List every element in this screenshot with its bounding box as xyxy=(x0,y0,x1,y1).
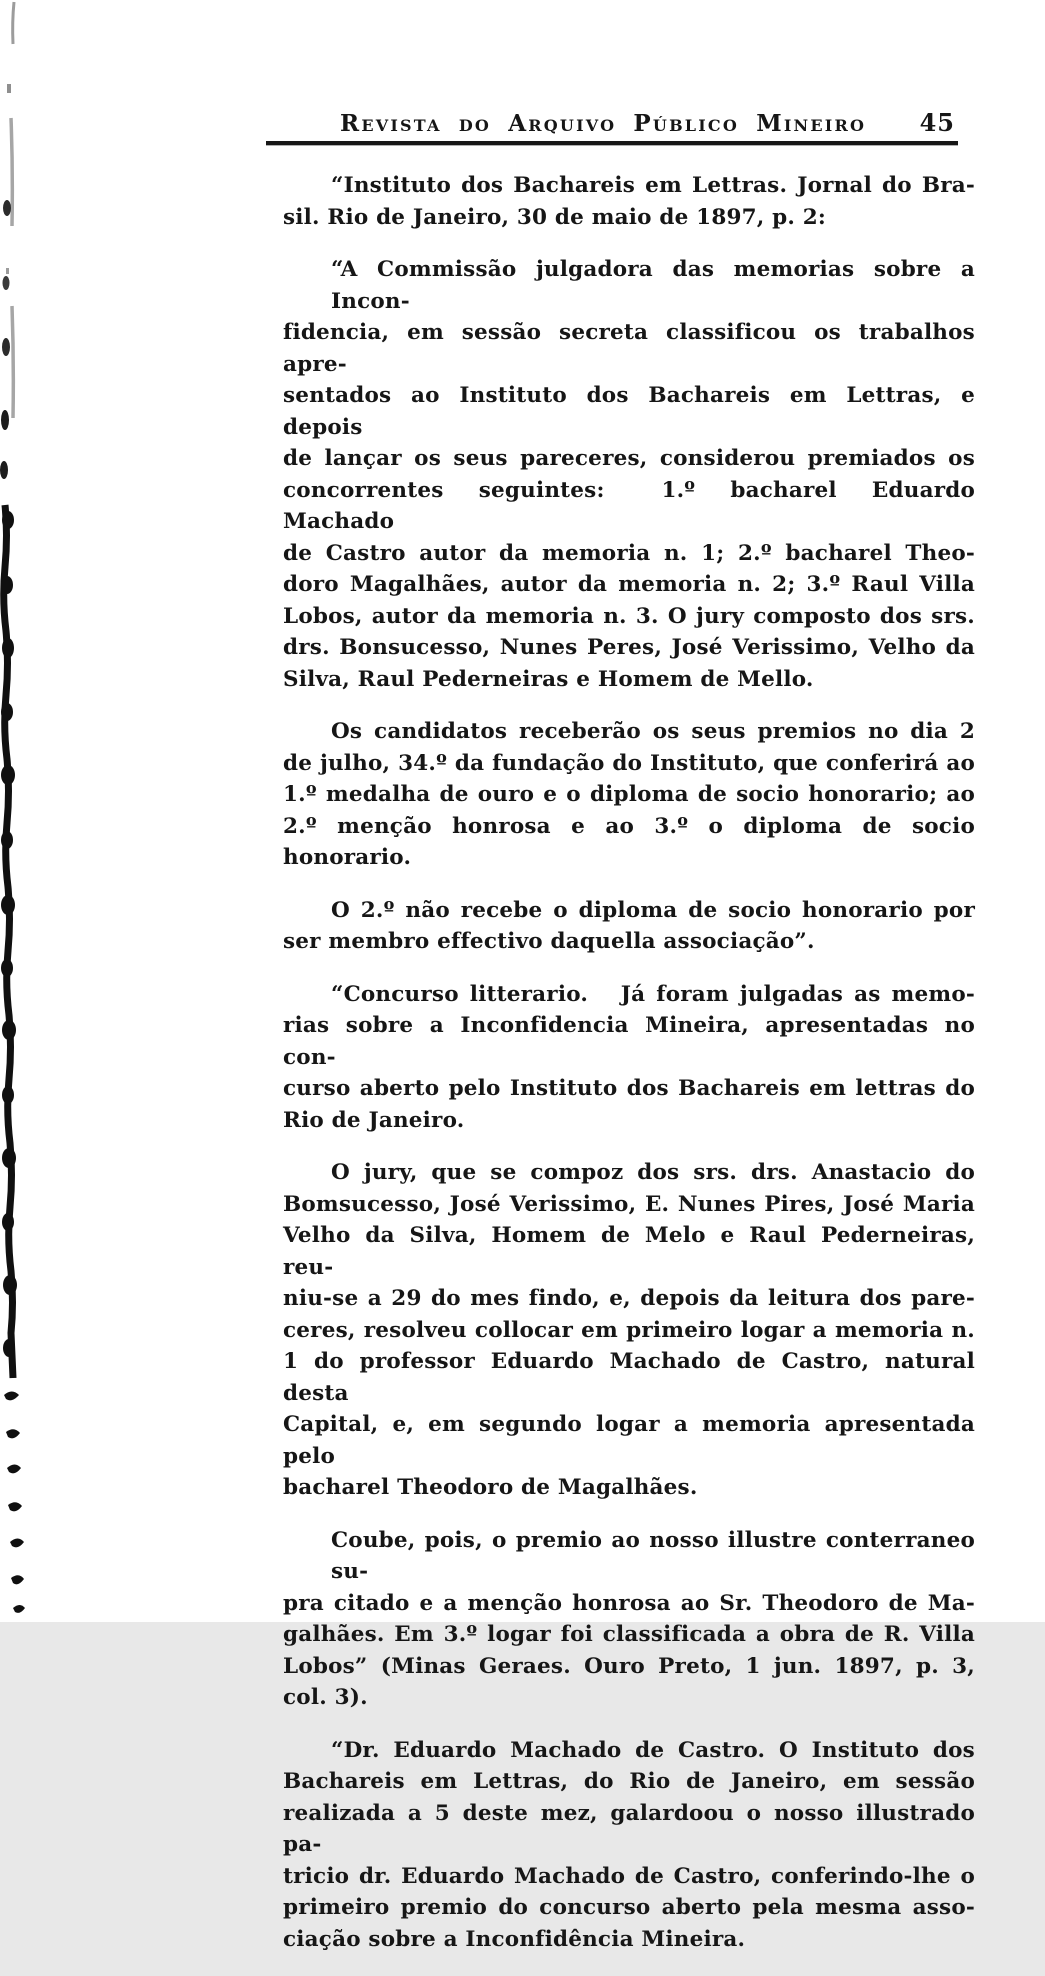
text-line: ser membro effectivo daquella associação”. xyxy=(283,929,815,954)
paragraph xyxy=(283,1735,975,1956)
text-line: “Concurso litterario. Já foram julgadas as memo- xyxy=(331,981,975,1007)
text-line: curso aberto pelo Instituto dos Bachareis em lettras do xyxy=(283,1076,975,1101)
paragraph xyxy=(283,895,975,958)
text-line: O jury, que se compoz dos srs. drs. Anastacio do xyxy=(331,1160,975,1185)
header-rule xyxy=(266,141,958,145)
text-line: primeiro premio do concurso aberto pela mesma asso- xyxy=(283,1895,975,1920)
text-line: pra citado e a menção honrosa ao Sr. Theodoro de Ma- xyxy=(283,1590,975,1616)
text-line: galhães. Em 3.º logar foi classificada a obra de R. Villa xyxy=(283,1622,975,1647)
text-line: Lobos” (Minas Geraes. Ouro Preto, 1 jun. 1897, p. 3, xyxy=(283,1653,975,1679)
text-line: O 2.º não recebe o diploma de socio honorario por xyxy=(331,897,975,923)
paragraph xyxy=(283,254,975,695)
text-line: realizada a 5 deste mez, galardoou o nosso illustrado pa- xyxy=(283,1800,975,1857)
text-line: concorrentes seguintes: 1.º bacharel Eduardo Machado xyxy=(283,477,975,534)
text-line: Bomsucesso, José Verissimo, E. Nunes Pires, José Maria xyxy=(283,1191,975,1217)
text-line: “Instituto dos Bachareis em Lettras. Jornal do Bra- xyxy=(331,173,975,198)
text-line: rias sobre a Inconfidencia Mineira, apresentadas no con- xyxy=(283,1013,975,1070)
text-line: de julho, 34.º da fundação do Instituto, que conferirá ao xyxy=(283,750,975,776)
text-line: de lançar os seus pareceres, considerou premiados os xyxy=(283,446,975,471)
text-line: bacharel Theodoro de Magalhães. xyxy=(283,1475,698,1500)
text-line: Bachareis em Lettras, do Rio de Janeiro, em sessão xyxy=(283,1769,975,1794)
page-number: 45 xyxy=(919,108,955,137)
text-line: de Castro autor da memoria n. 1; 2.º bacharel Theo- xyxy=(283,540,975,566)
text-line: Velho da Silva, Homem de Melo e Raul Pederneiras, reu- xyxy=(283,1223,975,1280)
body-text xyxy=(283,170,975,1976)
text-line: 1 do professor Eduardo Machado de Castro, natural desta xyxy=(283,1349,975,1406)
text-line: “A Commissão julgadora das memorias sobre a Incon- xyxy=(331,257,975,314)
text-line: Os candidatos receberão os seus premios no dia 2 xyxy=(331,719,975,744)
text-line: doro Magalhães, autor da memoria n. 2; 3.º Raul Villa xyxy=(283,572,975,597)
text-line: ciação sobre a Inconfidência Mineira. xyxy=(283,1926,746,1952)
text-line: Capital, e, em segundo logar a memoria apresentada pelo xyxy=(283,1412,975,1469)
text-line: ceres, resolveu collocar em primeiro logar a memoria n. xyxy=(283,1317,975,1343)
text-line: drs. Bonsucesso, Nunes Peres, José Verissimo, Velho da xyxy=(283,635,975,660)
text-line: Silva, Raul Pederneiras e Homem de Mello. xyxy=(283,666,814,692)
binding-artifacts xyxy=(0,0,34,1622)
paragraph xyxy=(283,979,975,1137)
text-line: col. 3). xyxy=(283,1685,368,1710)
text-line: Rio de Janeiro. xyxy=(283,1107,465,1133)
text-line: fidencia, em sessão secreta classificou os trabalhos apre- xyxy=(283,320,975,377)
text-line: Coube, pois, o premio ao nosso illustre conterraneo su- xyxy=(331,1527,975,1584)
running-head xyxy=(272,108,955,137)
text-line: 1.º medalha de ouro e o diploma de socio honorario; ao xyxy=(283,782,975,807)
paragraph xyxy=(283,716,975,874)
journal-title: Revista do Arquivo Público Mineiro xyxy=(340,110,867,137)
text-line: niu-se a 29 do mes findo, e, depois da leitura dos pare- xyxy=(283,1286,975,1311)
text-line: “Dr. Eduardo Machado de Castro. O Instituto dos xyxy=(331,1737,975,1763)
text-line: Lobos, autor da memoria n. 3. O jury composto dos srs. xyxy=(283,603,975,629)
paragraph xyxy=(283,1157,975,1504)
paragraph xyxy=(283,1525,975,1714)
text-line: 2.º menção honrosa e ao 3.º o diploma de socio honorario. xyxy=(283,813,975,870)
text-line: sentados ao Instituto dos Bachareis em Lettras, e depois xyxy=(283,383,975,440)
text-line: sil. Rio de Janeiro, 30 de maio de 1897, p. 2: xyxy=(283,204,827,230)
paragraph xyxy=(283,170,975,233)
text-line: tricio dr. Eduardo Machado de Castro, conferindo-lhe o xyxy=(283,1863,975,1889)
